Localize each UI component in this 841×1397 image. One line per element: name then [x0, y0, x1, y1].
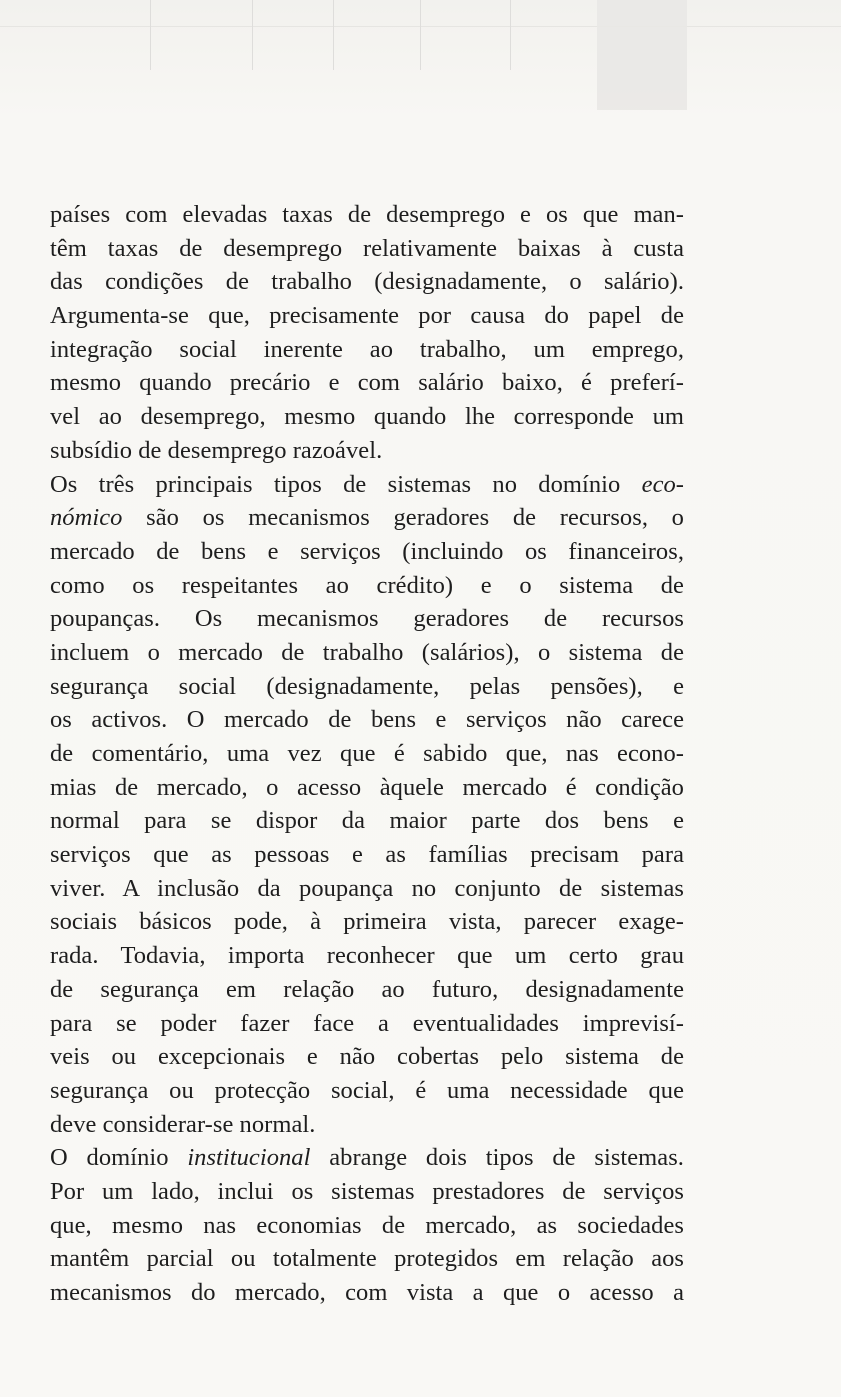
- text-line: integração social inerente ao trabalho, um emprego,: [50, 335, 684, 363]
- text-line: mesmo quando precário e com salário baixo, é preferí-: [50, 369, 684, 397]
- text-line: mantêm parcial ou totalmente protegidos em relação aos: [50, 1245, 684, 1273]
- text-line: veis ou excepcionais e não cobertas pelo sistema de: [50, 1043, 684, 1071]
- text-line: de segurança em relação ao futuro, designadamente: [50, 975, 684, 1003]
- text-line: segurança ou protecção social, é uma necessidade que: [50, 1076, 684, 1104]
- show-through-rule: [420, 0, 421, 70]
- text-line: os activos. O mercado de bens e serviços não carece: [50, 706, 684, 734]
- italic-term: nómico: [50, 504, 123, 532]
- show-through-rule: [150, 0, 151, 70]
- body-text: [50, 198, 684, 1310]
- show-through-rule: [252, 0, 253, 70]
- text-line: mias de mercado, o acesso àquele mercado é condição: [50, 773, 684, 801]
- text-line: Por um lado, inclui os sistemas prestadores de serviços: [50, 1177, 684, 1205]
- text-segment: O domínio: [50, 1144, 188, 1172]
- text-line: que, mesmo nas economias de mercado, as sociedades: [50, 1211, 684, 1239]
- text-line: mercado de bens e serviços (incluindo os financeiros,: [50, 537, 684, 565]
- text-line: serviços que as pessoas e as famílias precisam para: [50, 841, 684, 869]
- text-line: como os respeitantes ao crédito) e o sistema de: [50, 571, 684, 599]
- text-segment: são os mecanismos geradores de recursos, o: [122, 504, 684, 532]
- text-line: poupanças. Os mecanismos geradores de recursos: [50, 605, 684, 633]
- italic-term: institucional: [187, 1144, 311, 1172]
- text-line: incluem o mercado de trabalho (salários), o sistema de: [50, 638, 684, 666]
- text-line: das condições de trabalho (designadamente, o salário).: [50, 268, 684, 296]
- text-segment: Os três principais tipos de sistemas no domínio: [50, 470, 642, 498]
- text-line: têm taxas de desemprego relativamente baixas à custa: [50, 234, 684, 262]
- text-segment: abrange dois tipos de sistemas.: [310, 1144, 684, 1172]
- text-line: Argumenta-se que, precisamente por causa do papel de: [50, 302, 684, 330]
- text-line: rada. Todavia, importa reconhecer que um certo grau: [50, 942, 684, 970]
- text-line: para se poder fazer face a eventualidades imprevisí-: [50, 1009, 684, 1037]
- text-line: de comentário, uma vez que é sabido que, nas econo-: [50, 740, 684, 767]
- text-line: sociais básicos pode, à primeira vista, parecer exage-: [50, 908, 684, 936]
- text-line: segurança social (designadamente, pelas pensões), e: [50, 672, 684, 700]
- text-line: países com elevadas taxas de desemprego e os que man-: [50, 201, 684, 228]
- text-line: [50, 501, 684, 535]
- show-through-shading: [597, 0, 687, 110]
- text-line: vel ao desemprego, mesmo quando lhe corresponde um: [50, 403, 684, 431]
- text-line: [50, 1141, 684, 1175]
- italic-term: eco-: [641, 470, 684, 498]
- text-line: viver. A inclusão da poupança no conjunto de sistemas: [50, 874, 684, 902]
- text-line: normal para se dispor da maior parte dos bens e: [50, 807, 684, 835]
- text-line: deve considerar-se normal.: [50, 1110, 316, 1138]
- show-through-rule: [333, 0, 334, 70]
- text-line: [50, 468, 684, 502]
- show-through-rule: [510, 0, 511, 70]
- text-line: mecanismos do mercado, com vista a que o acesso a: [50, 1279, 684, 1306]
- text-line: subsídio de desemprego razoável.: [50, 436, 383, 464]
